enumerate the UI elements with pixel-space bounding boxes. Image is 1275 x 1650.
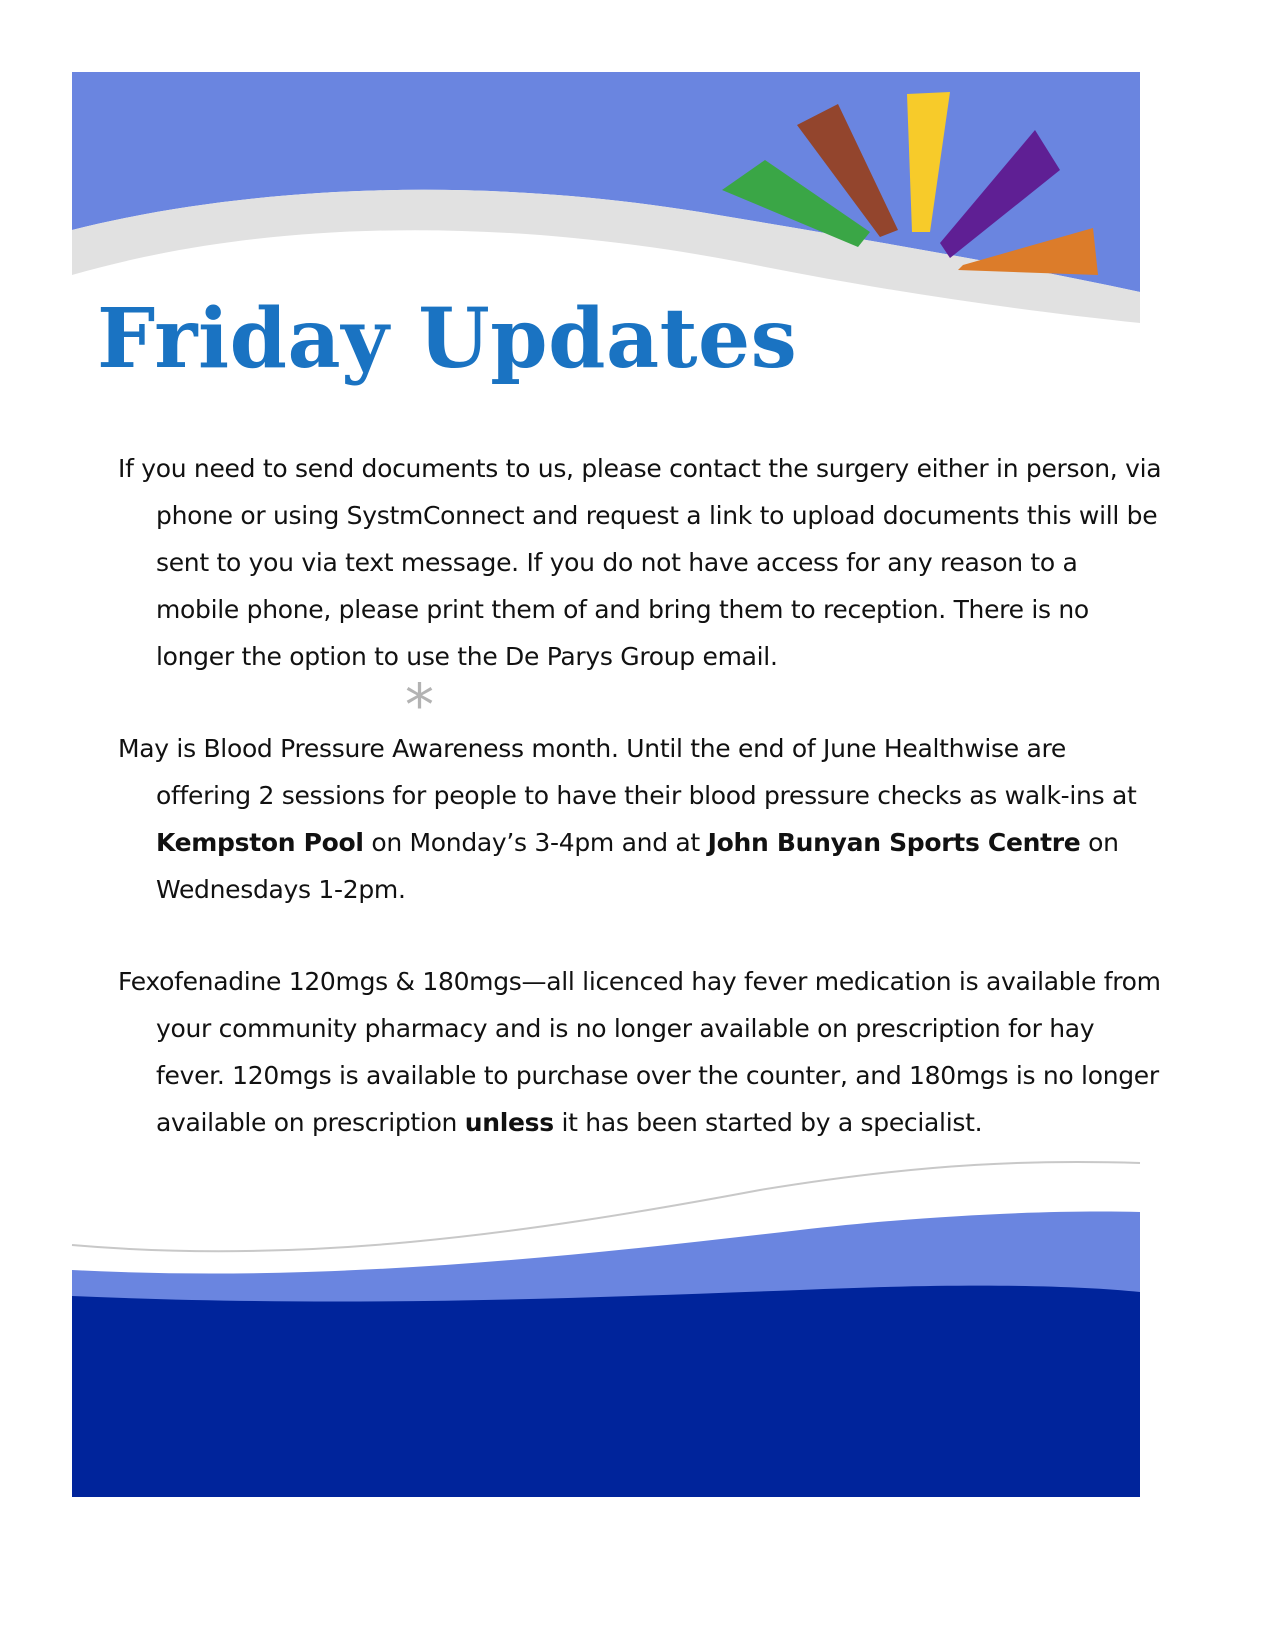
documents-text: If you need to send documents to us, please contact the surgery either in person, via phone or using SystmConnect and request a link to upload documents this will be sent to you via text message. If you do not have access for any reason to a mobile phone, please print them of and bring them to reception. There is no longer the option to use the De Parys Group email. (118, 454, 1162, 671)
john-bunyan-label: John Bunyan Sports Centre (707, 828, 1081, 857)
hay-fever-paragraph (118, 958, 1168, 1146)
bottom-dark-band (72, 1286, 1140, 1497)
blood-pressure-text-3: on Wednesdays 1-2pm. (156, 828, 1119, 904)
blood-pressure-text-2: on Monday’s 3-4pm and at (363, 828, 708, 857)
documents-paragraph (118, 445, 1168, 680)
hay-fever-text-1: Fexofenadine 120mgs & 180mgs—all licenced hay fever medication is available from your community pharmacy and is no longer available on prescription for hay fever. 120mgs is available to purchase over the counter, and 180mgs is no longer available on prescription (118, 967, 1161, 1137)
top-blue-band (72, 72, 1140, 292)
hay-fever-text-2: it has been started by a specialist. (553, 1108, 983, 1137)
page-title: Friday Updates (97, 291, 798, 387)
blood-pressure-text-1: May is Blood Pressure Awareness month. Until the end of June Healthwise are offering 2 sessions for people to have their blood pressure checks as walk-ins at (118, 734, 1137, 810)
kempston-pool-label: Kempston Pool (156, 828, 364, 857)
asterisk-icon: * (405, 671, 434, 739)
content-body (118, 445, 1168, 1146)
blood-pressure-paragraph (118, 725, 1168, 913)
unless-label: unless (464, 1108, 554, 1137)
